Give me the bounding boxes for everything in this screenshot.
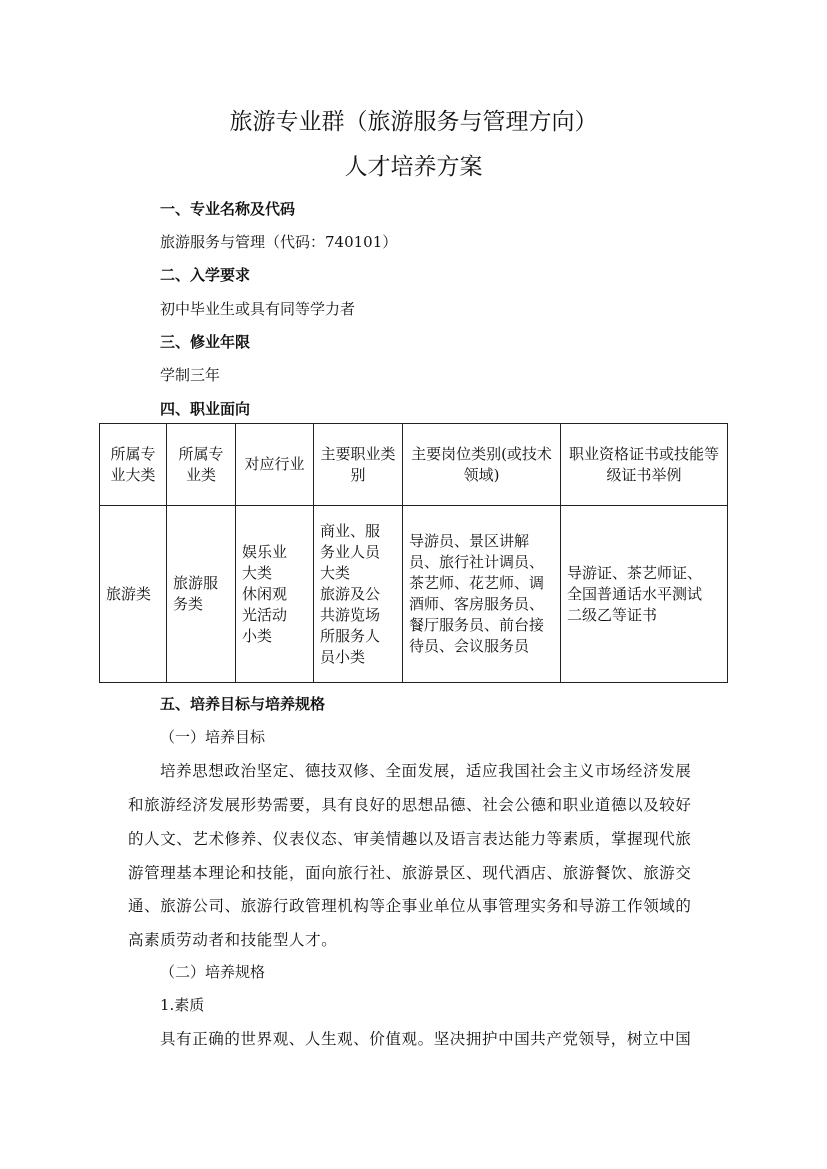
cell-major-class: 旅游服务类 bbox=[167, 506, 236, 683]
header-cell-positions: 主要岗位类别(或技术领域) bbox=[403, 424, 561, 506]
document-title: 旅游专业群（旅游服务与管理方向） bbox=[229, 109, 598, 135]
cell-line: 待员、会议服务员 bbox=[409, 637, 530, 655]
header-cell-major-class: 所属专业类 bbox=[167, 424, 236, 506]
cell-occupation bbox=[314, 506, 403, 683]
cell-line: 全国普通话水平测试 bbox=[567, 584, 703, 603]
cell-line: 茶艺师、花艺师、调 bbox=[409, 574, 545, 592]
subsection-spec-heading: （二）培养规格 bbox=[160, 963, 266, 981]
cell-line: 娱乐业 bbox=[242, 542, 288, 561]
paragraph-line: 培养思想政治坚定、德技双修、全面发展，适应我国社会主义市场经济发展 bbox=[160, 762, 692, 780]
section-3-text: 学制三年 bbox=[160, 366, 221, 384]
career-orientation-table bbox=[99, 423, 728, 683]
paragraph-line: 通、旅游公司、旅游行政管理机构等企事业单位从事管理实务和导游工作领域的 bbox=[128, 897, 692, 915]
section-2-text: 初中毕业生或具有同等学力者 bbox=[160, 300, 356, 318]
cell-line: 休闲观 bbox=[242, 584, 288, 603]
table-row bbox=[100, 506, 728, 683]
cell-line: 大类 bbox=[242, 563, 273, 582]
header-cell-occupation: 主要职业类别 bbox=[314, 424, 403, 506]
cell-line: 员小类 bbox=[320, 647, 366, 666]
cell-industry bbox=[236, 506, 314, 683]
cell-line: 光活动 bbox=[242, 605, 288, 624]
section-1-heading: 一、专业名称及代码 bbox=[160, 200, 296, 218]
cell-line: 务业人员 bbox=[320, 542, 381, 561]
section-2-heading: 二、入学要求 bbox=[160, 266, 251, 284]
header-cell-major-category: 所属专业大类 bbox=[100, 424, 167, 506]
cell-line: 二级乙等证书 bbox=[567, 605, 658, 624]
subsection-goal-heading: （一）培养目标 bbox=[160, 728, 266, 746]
item-quality-text: 具有正确的世界观、人生观、价值观。坚决拥护中国共产党领导，树立中国 bbox=[160, 1030, 692, 1048]
paragraph-line: 游管理基本理论和技能，面向旅行社、旅游景区、现代酒店、旅游餐饮、旅游交 bbox=[128, 864, 692, 882]
header-cell-certificates: 职业资格证书或技能等级证书举例 bbox=[561, 424, 728, 506]
document-subtitle: 人才培养方案 bbox=[344, 154, 483, 180]
paragraph-line: 和旅游经济发展形势需要，具有良好的思想品德、社会公德和职业道德以及较好 bbox=[128, 796, 692, 814]
cell-line: 商业、服 bbox=[320, 521, 381, 540]
header-cell-industry: 对应行业 bbox=[236, 424, 314, 506]
cell-line: 共游览场 bbox=[320, 605, 381, 624]
section-3-heading: 三、修业年限 bbox=[160, 333, 251, 351]
cell-line: 酒师、客房服务员、 bbox=[409, 595, 545, 613]
cell-line: 导游员、景区讲解 bbox=[409, 532, 530, 550]
section-1-text: 旅游服务与管理（代码：740101） bbox=[160, 233, 398, 251]
section-4-heading: 四、职业面向 bbox=[160, 400, 251, 418]
paragraph-line: 高素质劳动者和技能型人才。 bbox=[128, 931, 338, 949]
cell-certificates bbox=[561, 506, 728, 683]
cell-major-category: 旅游类 bbox=[100, 506, 167, 683]
cell-line: 小类 bbox=[242, 626, 273, 645]
cell-line: 导游证、茶艺师证、 bbox=[567, 563, 703, 582]
cell-line: 餐厅服务员、前台接 bbox=[409, 616, 545, 634]
cell-positions bbox=[403, 506, 561, 683]
table-header-row bbox=[100, 424, 728, 506]
paragraph-line: 的人文、艺术修养、仪表仪态、审美情趣以及语言表达能力等素质，掌握现代旅 bbox=[128, 830, 692, 848]
cell-line: 大类 bbox=[320, 563, 351, 582]
cell-line: 员、旅行社计调员、 bbox=[409, 553, 545, 571]
cell-line: 所服务人 bbox=[320, 626, 381, 645]
section-5-heading: 五、培养目标与培养规格 bbox=[160, 695, 326, 713]
cell-line: 旅游及公 bbox=[320, 584, 381, 603]
item-quality-heading: 1.素质 bbox=[160, 996, 205, 1014]
